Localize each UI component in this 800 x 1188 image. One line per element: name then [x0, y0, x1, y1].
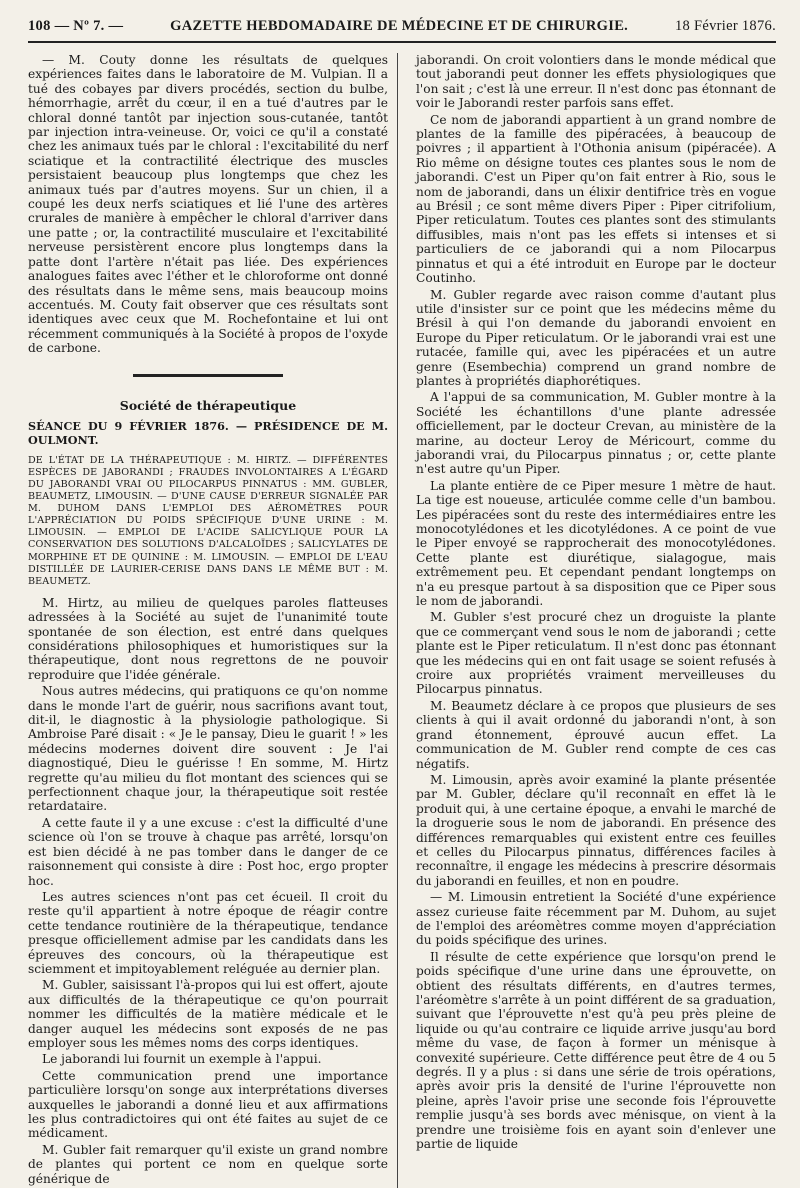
paragraph: M. Limousin, après avoir examiné la plante présentée par M. Gubler, déclare qu'il reconnaît en effet là le produit qui, à une certaine époque, a envahi le marché de la droguerie sous le nom de jaborandi. En présence des différences remarquables qui existent entre ces feuilles et celles du Pilocarpus pinnatus, différences faciles à reconnaître, il engage les médecins à prescrire désormais du jaborandi en feuilles, et non en poudre.: [416, 772, 776, 888]
section-divider: [133, 374, 283, 377]
section-title: Société de thérapeutique: [119, 397, 297, 413]
paragraph: M. Hirtz, au milieu de quelques paroles flatteuses adressées à la Société au sujet de l'unanimité toute spontanée de son élection, est entré dans quelques considérations philosophiques et humoristiques sur la thérapeutique, dont nous regrettons de ne pouvoir reproduire que l'idée générale.: [28, 595, 388, 682]
paragraph: — M. Couty donne les résultats de quelques expériences faites dans le laboratoire de M. Vulpian. Il a tué des cobayes par divers procédés, section du bulbe, hémorrhagie, arrêt du cœur, il en a tué d'autres par le chloral donné tantôt par injection sous-cutanée, tantôt par injection intra-veineuse. Or, voici ce qu'il a constaté chez les animaux tués par le chloral : l'excitabilité du nerf sciatique et la contractilité électrique des muscles persistaient beaucoup plus longtemps que chez les animaux tués par d'autres moyens. Sur un chien, il a coupé les deux nerfs sciatiques et lié l'une des artères crurales de manière à empêcher le chloral d'arriver dans une patte ; or, la contractilité musculaire et l'excitabilité nerveuse persistèrent encore plus longtemps dans la patte dont l'artère n'était pas liée. Des expériences analogues faites avec l'éther et le chloroforme ont donné des résultats dans le même sens, mais beaucoup moins accentués. M. Couty fait observer que ces résultats sont identiques avec ceux que M. Rochefontaine et lui ont récemment communiqués à la Société à propos de l'oxyde de carbone.: [28, 53, 388, 356]
left-column: [28, 53, 398, 1188]
paragraph: M. Gubler fait remarquer qu'il existe un grand nombre de plantes qui portent ce nom en quelque sorte générique de: [28, 1142, 388, 1186]
paragraph: Nous autres médecins, qui pratiquons ce qu'on nomme dans le monde l'art de guérir, nous sacrifions avant tout, dit-il, le diagnostic à la physiologie pathologique. Si Ambroise Paré disait : « Je le pansay, Dieu le guarit ! » les médecins modernes doivent dire souvent : Je l'ai diagnostiqué, Dieu le guérisse ! En somme, M. Hirtz regrette qu'au milieu du flot montant des sciences qui se perfectionnent chaque jour, la thérapeutique soit restée retardataire.: [28, 684, 388, 814]
paragraph: — M. Limousin entretient la Société d'une expérience assez curieuse faite récemment par M. Duhom, au sujet de l'emploi des aréomètres comme moyen d'appréciation du poids spécifique des urines.: [416, 890, 776, 948]
page-header: [28, 18, 776, 43]
paragraph: Les autres sciences n'ont pas cet écueil. Il croit du reste qu'il appartient à notre époque de réagir contre cette tendance routinière de la thérapeutique, tendance presque officiellement admise par les candidats dans les épreuves des concours, où la thérapeutique est sciemment et impitoyablement reléguée au dernier plan.: [28, 889, 388, 976]
paragraph: M. Gubler, saisissant l'à-propos qui lui est offert, ajoute aux difficultés de la thérapeutique ce qu'on pourrait nommer les difficultés de la matière médicale et le danger auquel les médecins sont exposés de ne pas employer sous les mêmes noms des corps identiques.: [28, 978, 388, 1050]
paragraph: M. Gubler s'est procuré chez un droguiste la plante que ce commerçant vend sous le nom de jaborandi ; cette plante est le Piper reticulatum. Il n'est donc pas étonnant que les médecins qui en ont fait usage se soient refusés à croire aux propriétés vraiment merveilleuses du Pilocarpus pinnatus.: [416, 610, 776, 697]
issue-date: 18 Février 1876.: [674, 18, 776, 34]
session-summary: DE L'ÉTAT DE LA THÉRAPEUTIQUE : M. HIRTZ. — DIFFÉRENTES ESPÈCES DE JABORANDI ; FRAUDES INVOLONTAIRES A L'ÉGARD DU JABORANDI VRAI OU PILOCARPUS PINNATUS : MM. GUBLER, BEAUMETZ, LIMOUSIN. — D'UNE CAUSE D'ERREUR SIGNALÉE PAR M. DUHOM DANS L'EMPLOI DES AÉROMÈTRES POUR L'APPRÉCIATION DU POIDS SPÉCIFIQUE D'UNE URINE : M. LIMOUSIN. — EMPLOI DE L'ACIDE SALICYLIQUE POUR LA CONSERVATION DES SOLUTIONS D'ALCALOÏDES ; SALICYLATES DE MORPHINE ET DE QUININE : M. LIMOUSIN. — EMPLOI DE L'EAU DISTILLÉE DE LAURIER-CERISE DANS DANS LE MÊME BUT : M. BEAUMETZ.: [28, 454, 388, 587]
paragraph: jaborandi. On croit volontiers dans le monde médical que tout jaborandi peut donner les effets physiologiques que l'on sait ; c'est là une erreur. Il n'est donc pas étonnant de voir le Jaborandi rester parfois sans effet.: [416, 53, 776, 111]
journal-title: GAZETTE HEBDOMADAIRE DE MÉDECINE ET DE CHIRURGIE.: [170, 18, 629, 34]
paragraph: A l'appui de sa communication, M. Gubler montre à la Société les échantillons d'une plante adressée officiellement, par le docteur Crevan, au ministère de la marine, au docteur Leroy de Méricourt, comme du jaborandi vrai, du Pilocarpus pinnatus ; or, cette plante n'est autre qu'un Piper.: [416, 390, 776, 477]
paragraph: Il résulte de cette expérience que lorsqu'on prend le poids spécifique d'une urine dans une éprouvette, on obtient des résultats différents, en d'autres termes, l'aréomètre s'arrête à un point différent de sa graduation, suivant que l'éprouvette n'est qu'à peu près pleine de liquide ou qu'au contraire ce liquide arrive jusqu'au bord même du vase, de façon à former un ménisque à convexité supérieure. Cette différence peut être de 4 ou 5 degrés. Il y a plus : si dans une série de trois opérations, après avoir pris la densité de l'urine l'éprouvette non pleine, après l'avoir prise une seconde fois l'éprouvette remplie jusqu'à ses bords avec ménisque, on vient à la prendre une troisième fois en ayant soin d'enlever une partie de liquide: [416, 949, 776, 1152]
right-column: [416, 53, 776, 1188]
paragraph: A cette faute il y a une excuse : c'est la difficulté d'une science où l'on se trouve à chaque pas arrêté, lorsqu'on est bien décidé à ne pas tomber dans le danger de ce raisonnement qui consiste à dire : Post hoc, ergo propter hoc.: [28, 815, 388, 888]
page-number: 108 — Nº 7. —: [28, 18, 124, 34]
two-column-body: [28, 53, 776, 1188]
paragraph: Le jaborandi lui fournit un exemple à l'appui.: [42, 1052, 322, 1067]
session-heading: SÉANCE DU 9 FÉVRIER 1876. — PRÉSIDENCE DE M. OULMONT.: [28, 418, 388, 448]
paragraph: M. Beaumetz déclare à ce propos que plusieurs de ses clients à qui il avait ordonné du jaborandi n'ont, à son grand étonnement, éprouvé aucun effet. La communication de M. Gubler rend compte de ces cas négatifs.: [416, 698, 776, 771]
paragraph: M. Gubler regarde avec raison comme d'autant plus utile d'insister sur ce point que les médecins même du Brésil à qui l'on demande du jaborandi envoient en Europe du Piper reticulatum. Or le jaborandi vrai est une rutacée, famille qui, avec les pipéracées et un autre genre (Esembechia) comprend un grand nombre de plantes à propriétés diaphorétiques.: [416, 287, 776, 388]
newspaper-page: [28, 18, 776, 1186]
paragraph: La plante entière de ce Piper mesure 1 mètre de haut. La tige est noueuse, articulée comme celle d'un bambou. Les pipéracées sont du reste des intermédiaires entre les monocotylédones et les dicotylédones. A ce point de vue le Piper envoyé se rapprocherait des monocotylédones. Cette plante est diurétique, sialagogue, mais extrêmement peu. Et cependant pendant longtemps on n'a eu presque partout à sa disposition que ce Piper sous le nom de jaborandi.: [416, 478, 776, 609]
paragraph: Ce nom de jaborandi appartient à un grand nombre de plantes de la famille des pipéracées, à beaucoup de poivres ; il appartient à l'Othonia anisum (pipéracée). A Rio même on désigne toutes ces plantes sous le nom de jaborandi. C'est un Piper qu'on fait entrer à Rio, sous le nom de jaborandi, dans un élixir dentifrice très en vogue au Brésil ; ce sont même divers Piper : Piper citrifolium, Piper reticulatum. Toutes ces plantes sont des stimulants diffusibles, mais n'ont pas les effets si intenses et si particuliers de ce jaborandi qui a nom Pilocarpus pinnatus et qui a été introduit en Europe par le docteur Coutinho.: [416, 112, 776, 286]
paragraph: Cette communication prend une importance particulière lorsqu'on songe aux interprétations diverses auxquelles le jaborandi a donné lieu et aux affirmations les plus contradictoires qui ont été faites au sujet de ce médicament.: [28, 1068, 388, 1141]
